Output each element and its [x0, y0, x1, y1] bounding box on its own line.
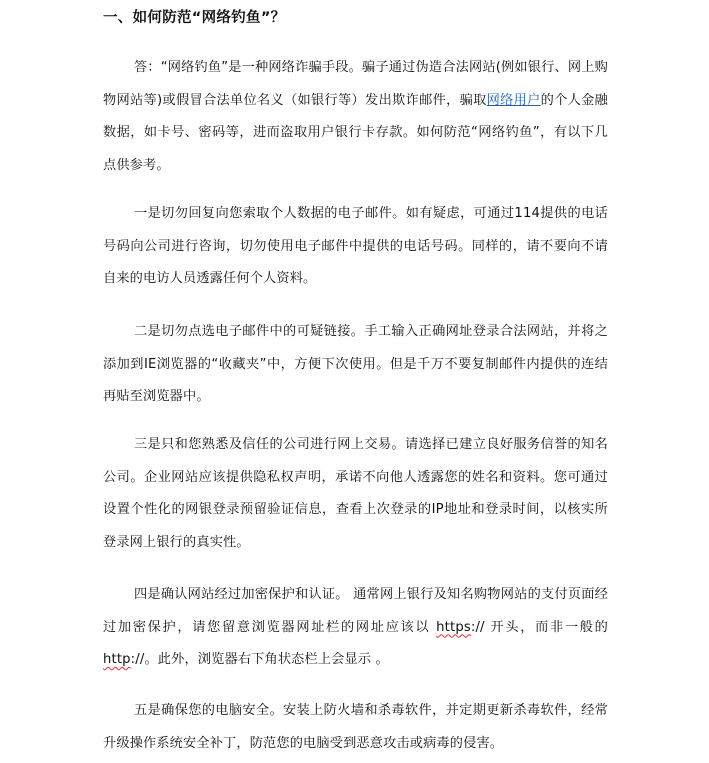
- tip-paragraph-2: 二是切勿点选电子邮件中的可疑链接。手工输入正确网址登录合法网站，并将之添加到IE浏览器的“收藏夹”中，方便下次使用。但是千万不要复制邮件内提供的连结再贴至浏览器中。: [103, 324, 608, 404]
- answer-paragraph: [103, 52, 608, 182]
- tip4-text-after: ://。此外，浏览器右下角状态栏上会显示 。: [130, 652, 389, 667]
- tip4-text-before: 四是确认网站经过加密保护和认证。 通常网上银行及知名购物网站的支付页面经过加密保护，请您留意浏览器网址栏的网址应该以: [103, 587, 608, 635]
- tip-paragraph-3: 三是只和您熟悉及信任的公司进行网上交易。请选择已建立良好服务信誉的知名公司。企业网站应该提供隐私权声明，承诺不向他人透露您的姓名和资料。您可通过设置个性化的网银登录预留验证信息，查看上次登录的IP地址和登录时间，以核实所登录网上银行的真实性。: [103, 437, 608, 550]
- answer-text-after: 的个人金融数据，如卡号、密码等，进而盗取用户银行卡存款。如何防范“网络钓鱼”，有以下几点供参考。: [103, 92, 608, 173]
- http-word: http: [103, 652, 131, 667]
- tip-paragraph-1: 一是切勿回复向您索取个人数据的电子邮件。如有疑虑，可通过114提供的电话号码向公司进行咨询，切勿使用电子邮件中提供的电话号码。同样的，请不要向不请自来的电访人员透露任何个人资料。: [103, 206, 608, 286]
- tip-paragraph-4: [103, 579, 608, 677]
- network-users-link[interactable]: 网络用户: [486, 92, 541, 108]
- section-heading: 一、如何防范“网络钓鱼”？: [103, 10, 286, 26]
- https-word: https: [436, 619, 471, 635]
- answer-text-before: 答：“网络钓鱼”是一种网络诈骗手段。骗子通过伪造合法网站(例如银行、网上购物网站等)或假冒合法单位名义（如银行等）发出欺诈邮件，骗取: [103, 60, 608, 108]
- tip4-text-middle: :// 开头，而非一般的: [470, 619, 609, 635]
- tip-paragraph-5: 五是确保您的电脑安全。安装上防火墙和杀毒软件，并定期更新杀毒软件，经常升级操作系统安全补丁，防范您的电脑受到恶意攻击或病毒的侵害。: [103, 703, 608, 751]
